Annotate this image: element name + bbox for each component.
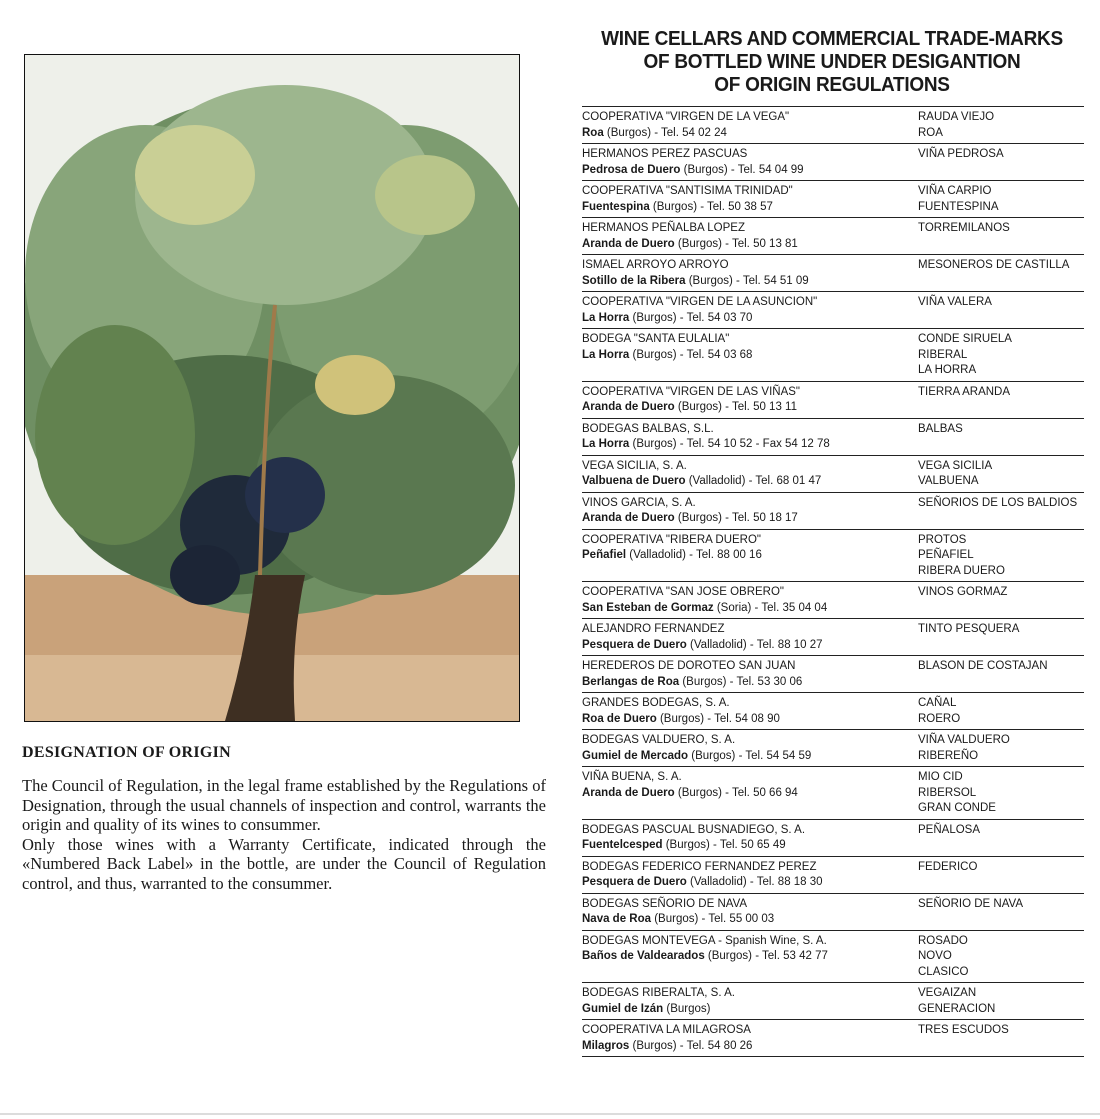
cellar-contact: (Valladolid) - Tel. 68 01 47 (685, 475, 822, 487)
cellar-cell (582, 385, 918, 416)
trade-mark: BALBAS (918, 422, 963, 435)
trade-mark: CONDE SIRUELA (918, 333, 1012, 345)
table-row (582, 456, 1084, 493)
cellar-name: BODEGAS RIBERALTA, S. A. (582, 987, 735, 999)
cellar-contact: (Valladolid) - Tel. 88 00 16 (626, 549, 762, 561)
cellar-town: La Horra (582, 311, 630, 324)
cellar-town: Pedrosa de Duero (582, 163, 681, 176)
table-row (582, 107, 1084, 144)
cellar-contact: (Burgos) - Tel. 54 04 99 (680, 163, 804, 176)
cellar-town: Fuentelcesped (582, 839, 663, 851)
cellar-name: VINOS GARCIA, S. A. (582, 496, 696, 509)
trade-mark: GENERACION (918, 1002, 996, 1015)
cellar-contact: (Burgos) - Tel. 50 66 94 (674, 786, 798, 799)
cellar-cell (582, 459, 918, 490)
trade-mark: FEDERICO (918, 860, 978, 873)
trade-marks-cell (918, 696, 1084, 727)
cellar-contact: (Burgos) - Tel. 50 18 17 (674, 512, 798, 524)
cellar-contact: (Burgos) - Tel. 54 51 09 (685, 274, 809, 287)
table-row (582, 656, 1084, 693)
cellar-cell (582, 986, 918, 1017)
cellar-cell (582, 332, 918, 379)
cellar-contact: (Valladolid) - Tel. 88 18 30 (686, 876, 823, 888)
cellar-contact: (Burgos) - Tel. 54 54 59 (688, 749, 812, 762)
cellar-address (582, 912, 918, 928)
cellar-name: BODEGAS SEÑORIO DE NAVA (582, 897, 748, 910)
cellar-cell (582, 585, 918, 616)
table-row (582, 693, 1084, 730)
trade-marks-cell (918, 622, 1084, 653)
cellar-cell (582, 1023, 918, 1054)
cellar-cell (582, 659, 918, 690)
cellar-address (582, 712, 918, 728)
table-row (582, 730, 1084, 767)
cellar-cell (582, 258, 918, 289)
cellar-address (582, 126, 918, 142)
body-text (22, 776, 546, 893)
table-row (582, 820, 1084, 857)
trade-mark: FUENTESPINA (918, 200, 999, 213)
trade-mark: TORREMILANOS (918, 222, 1010, 234)
page-title (595, 28, 1070, 97)
cellar-name: GRANDES BODEGAS, S. A. (582, 697, 730, 709)
trade-mark: LA HORRA (918, 364, 977, 376)
table-row (582, 1020, 1084, 1057)
table-row (582, 931, 1084, 984)
trade-marks-cell (918, 332, 1084, 379)
trade-mark: VEGAIZAN (918, 987, 977, 999)
trade-mark: PEÑAFIEL (918, 549, 974, 561)
cellar-town: La Horra (582, 438, 630, 450)
trade-mark: TRES ESCUDOS (918, 1024, 1009, 1036)
cellar-cell (582, 533, 918, 580)
cellar-name: BODEGAS VALDUERO, S. A. (582, 734, 736, 746)
trade-mark: BLASON DE COSTAJAN (918, 660, 1048, 672)
trade-mark: TINTO PESQUERA (918, 623, 1020, 635)
cellar-cell (582, 295, 918, 326)
trade-marks-cell (918, 422, 1084, 453)
cellar-contact: (Burgos) - Tel. 53 30 06 (679, 675, 803, 688)
table-row (582, 894, 1084, 931)
trade-mark: RIBERAL (918, 348, 968, 361)
cellar-contact: (Soria) - Tel. 35 04 04 (713, 601, 828, 614)
trade-marks-cell (918, 860, 1084, 891)
cellar-name: COOPERATIVA "RIBERA DUERO" (582, 533, 761, 546)
trade-mark: CAÑAL (918, 697, 957, 709)
cellar-address (582, 601, 918, 617)
trade-marks-cell (918, 1023, 1084, 1054)
table-row (582, 382, 1084, 419)
cellar-name: HEREDEROS DE DOROTEO SAN JUAN (582, 660, 796, 672)
trade-mark: MESONEROS DE CASTILLA (918, 259, 1070, 271)
cellar-contact: (Burgos) - Tel. 50 38 57 (649, 200, 773, 213)
cellar-town: Gumiel de Mercado (582, 749, 689, 762)
cellar-town: Peñafiel (582, 549, 627, 561)
cellar-contact: (Burgos) (663, 1002, 711, 1015)
cellar-name: VEGA SICILIA, S. A. (582, 459, 687, 472)
trade-mark: VIÑA PEDROSA (918, 148, 1004, 160)
cellar-town: San Esteban de Gormaz (582, 601, 714, 614)
trade-mark: ROSADO (918, 934, 968, 947)
cellar-contact: (Burgos) - Tel. 50 13 11 (674, 401, 797, 413)
cellar-name: ALEJANDRO FERNANDEZ (582, 623, 725, 635)
trade-mark: PROTOS (918, 533, 967, 546)
cellar-address (582, 675, 918, 691)
trade-marks-cell (918, 147, 1084, 178)
cellar-contact: (Burgos) - Tel. 50 65 49 (662, 839, 786, 851)
trade-mark: TIERRA ARANDA (918, 385, 1011, 398)
cellar-contact: (Burgos) - Tel. 54 08 90 (656, 712, 780, 725)
paragraph: Only those wines with a Warranty Certificate, indicated through the «Numbered Back Label» in the bottle, are under the Council of Regulation control, and thus, warranted to the consummer. (22, 834, 546, 893)
trade-marks-cell (918, 585, 1084, 616)
table-row (582, 144, 1084, 181)
cellar-address (582, 1039, 918, 1055)
cellar-town: Baños de Valdearados (582, 950, 705, 962)
trade-marks-cell (918, 221, 1084, 252)
grapevine-image (25, 55, 519, 721)
cellar-town: Aranda de Duero (582, 237, 675, 250)
cellar-address (582, 875, 918, 891)
wine-cellar-table (582, 106, 1084, 1057)
table-row (582, 582, 1084, 619)
cellar-name: COOPERATIVA LA MILAGROSA (582, 1024, 751, 1036)
trade-mark: VIÑA CARPIO (918, 185, 992, 197)
cellar-town: Roa de Duero (582, 712, 657, 725)
trade-marks-cell (918, 986, 1084, 1017)
cellar-town: Pesquera de Duero (582, 638, 687, 651)
cellar-address (582, 237, 918, 253)
table-row (582, 530, 1084, 583)
trade-marks-cell (918, 733, 1084, 764)
cellar-town: Aranda de Duero (582, 401, 675, 413)
cellar-cell (582, 934, 918, 981)
cellar-address (582, 511, 918, 527)
cellar-address (582, 838, 918, 854)
trade-marks-cell (918, 770, 1084, 817)
cellar-address (582, 1002, 918, 1018)
cellar-town: Roa (582, 126, 604, 139)
cellar-address (582, 274, 918, 290)
title-line: OF ORIGIN REGULATIONS (714, 74, 950, 96)
cellar-name: BODEGA "SANTA EULALIA" (582, 333, 730, 345)
cellar-cell (582, 110, 918, 141)
trade-mark: CLASICO (918, 965, 969, 978)
cellar-name: ISMAEL ARROYO ARROYO (582, 259, 729, 271)
cellar-address (582, 200, 918, 216)
trade-marks-cell (918, 385, 1084, 416)
cellar-address (582, 638, 918, 654)
trade-mark: ROERO (918, 712, 961, 725)
cellar-cell (582, 897, 918, 928)
cellar-address (582, 548, 918, 564)
cellar-contact: (Burgos) - Tel. 54 10 52 - Fax 54 12 78 (629, 438, 830, 450)
table-row (582, 857, 1084, 894)
trade-mark: SEÑORIO DE NAVA (918, 897, 1024, 910)
cellar-contact: (Burgos) - Tel. 54 02 24 (603, 126, 727, 139)
cellar-town: Sotillo de la Ribera (582, 274, 686, 287)
cellar-contact: (Burgos) - Tel. 54 03 70 (629, 311, 753, 324)
trade-mark: PEÑALOSA (918, 823, 980, 836)
cellar-contact: (Burgos) - Tel. 50 13 81 (674, 237, 798, 250)
cellar-address (582, 786, 918, 802)
cellar-town: Aranda de Duero (582, 786, 675, 799)
cellar-town: Gumiel de Izán (582, 1002, 664, 1015)
trade-mark: RAUDA VIEJO (918, 111, 995, 123)
trade-marks-cell (918, 258, 1084, 289)
cellar-town: Aranda de Duero (582, 512, 675, 524)
cellar-town: Berlangas de Roa (582, 675, 680, 688)
trade-mark: GRAN CONDE (918, 802, 996, 814)
cellar-address (582, 400, 918, 416)
trade-marks-cell (918, 897, 1084, 928)
cellar-town: Fuentespina (582, 200, 650, 213)
trade-mark: VINOS GORMAZ (918, 586, 1008, 598)
cellar-cell (582, 823, 918, 854)
cellar-cell (582, 860, 918, 891)
cellar-cell (582, 696, 918, 727)
table-row (582, 983, 1084, 1020)
trade-marks-cell (918, 496, 1084, 527)
cellar-contact: (Burgos) - Tel. 53 42 77 (704, 950, 828, 962)
trade-marks-cell (918, 295, 1084, 326)
paragraph: The Council of Regulation, in the legal frame established by the Regulations of Designation, through the usual channels of inspection and control, warrants the origin and quality of its wines to consummer. (22, 776, 546, 834)
cellar-address (582, 949, 918, 965)
vineyard-photo (24, 54, 520, 722)
table-row (582, 767, 1084, 820)
trade-mark: MIO CID (918, 771, 963, 783)
trade-marks-cell (918, 659, 1084, 690)
trade-marks-cell (918, 533, 1084, 580)
trade-mark: VEGA SICILIA (918, 459, 993, 472)
cellar-cell (582, 221, 918, 252)
cellar-address (582, 163, 918, 179)
trade-mark: RIBERA DUERO (918, 564, 1005, 577)
cellar-town: Nava de Roa (582, 913, 652, 925)
table-row (582, 493, 1084, 530)
table-row (582, 181, 1084, 218)
cellar-contact: (Burgos) - Tel. 54 80 26 (629, 1039, 753, 1052)
cellar-address (582, 749, 918, 765)
cellar-address (582, 437, 918, 453)
table-row (582, 419, 1084, 456)
cellar-cell (582, 733, 918, 764)
cellar-name: BODEGAS FEDERICO FERNANDEZ PEREZ (582, 860, 817, 873)
cellar-name: BODEGAS PASCUAL BUSNADIEGO, S. A. (582, 823, 806, 836)
cellar-name: HERMANOS PEREZ PASCUAS (582, 148, 748, 160)
trade-mark: RIBERSOL (918, 786, 977, 799)
cellar-address (582, 311, 918, 327)
table-row (582, 292, 1084, 329)
trade-mark: VIÑA VALDUERO (918, 734, 1010, 746)
cellar-contact: (Valladolid) - Tel. 88 10 27 (686, 638, 823, 651)
trade-marks-cell (918, 459, 1084, 490)
table-row (582, 619, 1084, 656)
title-line: WINE CELLARS AND COMMERCIAL TRADE-MARKS (601, 28, 1063, 50)
cellar-name: COOPERATIVA "VIRGEN DE LA ASUNCION" (582, 296, 818, 308)
page-edge-divider (0, 1113, 1100, 1115)
cellar-cell (582, 496, 918, 527)
section-heading: DESIGNATION OF ORIGIN (22, 744, 231, 761)
trade-marks-cell (918, 110, 1084, 141)
cellar-cell (582, 622, 918, 653)
cellar-cell (582, 770, 918, 817)
cellar-name: BODEGAS MONTEVEGA - Spanish Wine, S. A. (582, 934, 827, 947)
cellar-address (582, 474, 918, 490)
cellar-name: COOPERATIVA "VIRGEN DE LAS VIÑAS" (582, 385, 800, 398)
cellar-cell (582, 147, 918, 178)
cellar-name: HERMANOS PEÑALBA LOPEZ (582, 222, 745, 234)
trade-mark: VIÑA VALERA (918, 296, 992, 308)
cellar-name: COOPERATIVA "VIRGEN DE LA VEGA" (582, 111, 790, 123)
trade-mark: NOVO (918, 950, 952, 962)
cellar-address (582, 348, 918, 364)
trade-mark: ROA (918, 126, 943, 139)
cellar-cell (582, 184, 918, 215)
cellar-name: VIÑA BUENA, S. A. (582, 771, 682, 783)
cellar-town: Milagros (582, 1039, 630, 1052)
table-row (582, 218, 1084, 255)
cellar-town: Pesquera de Duero (582, 876, 687, 888)
trade-marks-cell (918, 184, 1084, 215)
trade-mark: RIBEREÑO (918, 749, 979, 762)
cellar-name: BODEGAS BALBAS, S.L. (582, 422, 714, 435)
table-row (582, 329, 1084, 382)
cellar-contact: (Burgos) - Tel. 55 00 03 (651, 913, 775, 925)
trade-marks-cell (918, 934, 1084, 981)
trade-mark: VALBUENA (918, 475, 979, 487)
cellar-town: La Horra (582, 348, 630, 361)
table-row (582, 255, 1084, 292)
cellar-name: COOPERATIVA "SAN JOSE OBRERO" (582, 586, 785, 598)
cellar-town: Valbuena de Duero (582, 475, 686, 487)
title-line: OF BOTTLED WINE UNDER DESIGANTION (643, 51, 1021, 73)
cellar-cell (582, 422, 918, 453)
cellar-name: COOPERATIVA "SANTISIMA TRINIDAD" (582, 185, 793, 197)
cellar-contact: (Burgos) - Tel. 54 03 68 (629, 348, 753, 361)
trade-marks-cell (918, 823, 1084, 854)
trade-mark: SEÑORIOS DE LOS BALDIOS (918, 496, 1078, 509)
